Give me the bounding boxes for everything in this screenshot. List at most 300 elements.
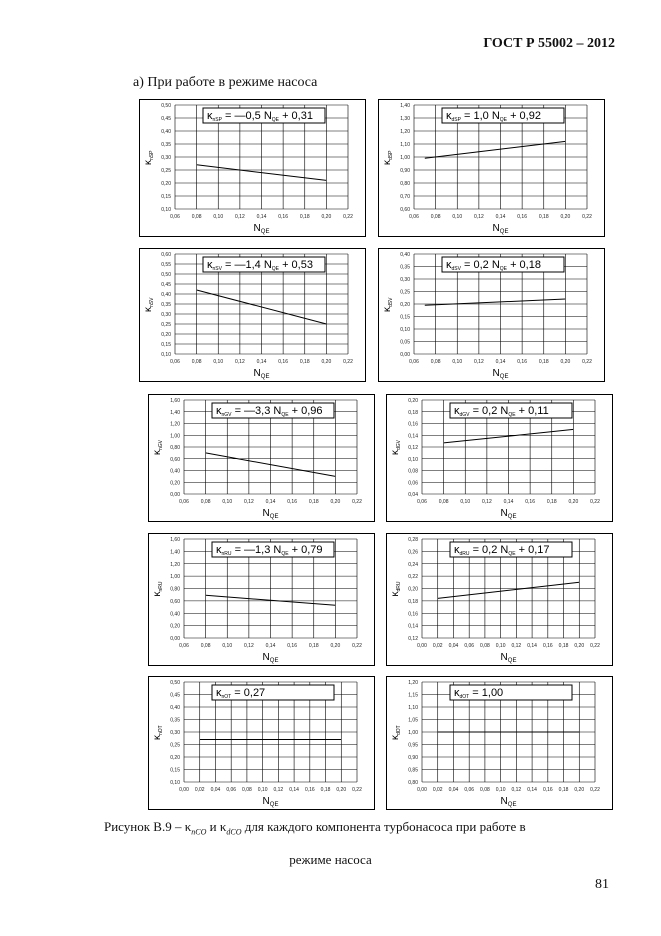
formula-kappa-sub: dGV (459, 412, 470, 418)
x-tick-label: 0,14 (495, 214, 506, 220)
x-axis-label-main: N (500, 796, 508, 807)
caption-prefix: Рисунок В.9 – κ (104, 819, 192, 834)
formula-label (450, 542, 572, 557)
formula-label (212, 403, 334, 418)
y-tick-label: 0,30 (161, 155, 171, 161)
x-tick-label: 0,12 (235, 214, 245, 220)
y-tick-label: 0,15 (161, 342, 171, 348)
x-axis-label-sub: QE (499, 374, 509, 380)
y-tick-label: 1,00 (170, 433, 180, 440)
x-tick-label: 0,20 (560, 214, 571, 220)
formula-expr: = —1,3 N (231, 544, 282, 556)
y-tick-label: 0,25 (400, 289, 410, 296)
x-tick-label: 0,06 (226, 787, 237, 793)
x-axis-label-main: N (262, 652, 270, 663)
formula-tail: + 0,18 (507, 259, 541, 271)
chart-4 (378, 248, 605, 382)
formula-kappa: κ (454, 405, 460, 417)
x-tick-label: 0,00 (417, 643, 427, 649)
chart-2 (378, 99, 605, 237)
y-tick-label: 1,40 (170, 549, 180, 556)
y-tick-label: 0,50 (161, 103, 171, 109)
x-tick-label: 0,08 (191, 214, 202, 220)
y-tick-label: 0,05 (400, 339, 410, 346)
x-tick-label: 0,14 (256, 214, 267, 220)
y-tick-label: 0,15 (170, 767, 180, 774)
formula-expr: = 1,0 N (460, 110, 500, 122)
x-tick-label: 0,06 (409, 214, 419, 220)
formula-qe-sub: QE (271, 266, 280, 272)
x-tick-label: 0,18 (308, 643, 319, 649)
x-tick-label: 0,08 (242, 787, 252, 793)
y-tick-label: 1,20 (170, 561, 180, 568)
y-tick-label: 1,40 (170, 409, 180, 416)
formula-kappa-sub: dSP (451, 117, 461, 123)
y-axis-label-sub: dOT (396, 725, 402, 735)
y-tick-label: 0,80 (170, 586, 180, 593)
x-tick-label: 0,10 (257, 787, 268, 793)
x-tick-label: 0,08 (200, 499, 211, 505)
x-tick-label: 0,14 (289, 787, 299, 793)
y-axis-label-main: κ (382, 307, 393, 312)
formula-tail: + 0,11 (515, 405, 549, 417)
x-tick-label: 0,12 (244, 499, 254, 505)
x-tick-label: 0,08 (430, 214, 441, 220)
x-tick-label: 0,12 (244, 643, 254, 649)
x-tick-label: 0,16 (287, 643, 297, 649)
y-tick-label: 1,05 (408, 717, 418, 724)
x-tick-label: 0,20 (336, 787, 347, 793)
y-tick-label: 0,80 (408, 780, 418, 786)
y-tick-label: 0,70 (400, 194, 410, 200)
y-tick-label: 0,04 (408, 492, 418, 498)
y-tick-label: 0,10 (400, 327, 410, 333)
chart-8 (386, 533, 613, 666)
y-tick-label: 0,40 (161, 129, 171, 135)
y-tick-label: 0,40 (400, 252, 410, 258)
x-tick-label: 0,18 (320, 787, 331, 793)
section-label: а) При работе в режиме насоса (133, 75, 318, 90)
x-tick-label: 0,08 (200, 643, 211, 649)
y-tick-label: 0,20 (400, 302, 410, 308)
y-tick-label: 0,22 (408, 574, 418, 581)
y-tick-label: 0,60 (170, 598, 180, 605)
formula-kappa: κ (216, 544, 222, 556)
y-axis-label-sub: nGV (158, 439, 164, 450)
x-axis-label-main: N (262, 796, 270, 807)
formula-kappa: κ (446, 110, 452, 122)
y-axis-label-main: κ (143, 307, 154, 312)
caption-suffix: для каждого компонента турбонасоса при работе в (241, 819, 526, 834)
y-tick-label: 0,90 (408, 755, 418, 761)
y-tick-label: 0,00 (170, 492, 180, 498)
y-tick-label: 0,45 (170, 692, 180, 699)
y-tick-label: 1,15 (408, 692, 418, 699)
formula-tail: + 0,17 (515, 544, 550, 556)
x-tick-label: 0,06 (464, 643, 475, 649)
x-axis-label-main: N (492, 223, 500, 234)
formula-qe-sub: QE (508, 412, 516, 418)
y-tick-label: 0,90 (400, 168, 410, 174)
x-tick-label: 0,10 (213, 214, 224, 220)
x-axis-label-sub: QE (507, 658, 517, 664)
x-tick-label: 0,14 (256, 359, 267, 365)
formula-kappa-sub: nSP (212, 117, 222, 123)
x-tick-label: 0,10 (452, 359, 463, 365)
y-tick-label: 0,55 (161, 262, 171, 268)
x-tick-label: 0,14 (527, 787, 537, 793)
x-tick-label: 0,08 (480, 643, 490, 649)
y-tick-label: 0,40 (170, 705, 180, 711)
x-tick-label: 0,18 (558, 787, 569, 793)
x-tick-label: 0,22 (343, 214, 353, 220)
y-tick-label: 0,15 (161, 194, 171, 200)
x-tick-label: 0,18 (538, 359, 549, 365)
x-tick-label: 0,10 (452, 214, 463, 220)
formula-text (207, 110, 313, 123)
x-axis-label-sub: QE (507, 802, 517, 808)
x-tick-label: 0,16 (287, 499, 297, 505)
formula-text (207, 259, 313, 272)
x-tick-label: 0,20 (568, 499, 579, 505)
x-tick-label: 0,12 (511, 787, 522, 793)
x-tick-label: 0,20 (574, 643, 585, 649)
figure-caption-line-2: режиме насоса (289, 852, 372, 867)
chart-7 (148, 533, 375, 666)
formula-tail: + 0,53 (279, 259, 313, 271)
y-tick-label: 0,15 (400, 314, 410, 321)
x-tick-label: 0,22 (590, 499, 600, 505)
y-axis-label-sub: dSV (388, 297, 394, 307)
formula-kappa-sub: nGV (221, 412, 232, 418)
y-tick-label: 0,10 (161, 207, 171, 213)
y-axis-label-main: κ (152, 591, 163, 597)
x-tick-label: 0,14 (527, 643, 537, 649)
x-tick-label: 0,18 (308, 499, 319, 505)
y-axis-label-main: κ (390, 735, 401, 740)
x-tick-label: 0,22 (352, 643, 362, 649)
y-tick-label: 0,20 (170, 623, 180, 630)
y-axis-label-sub: nSV (149, 297, 155, 307)
x-tick-label: 0,10 (213, 359, 224, 365)
formula-text (446, 259, 541, 272)
formula-kappa-sub: nOT (221, 694, 232, 700)
x-tick-label: 0,06 (179, 499, 189, 505)
y-tick-label: 0,25 (161, 322, 171, 328)
y-axis-label-sub: dGV (396, 439, 402, 450)
x-tick-label: 0,10 (495, 787, 506, 793)
x-tick-label: 0,06 (170, 359, 180, 365)
formula-qe-sub: QE (281, 551, 289, 557)
y-tick-label: 1,10 (400, 142, 410, 148)
x-tick-label: 0,20 (560, 359, 571, 365)
chart-6 (386, 394, 613, 522)
y-tick-label: 0,16 (408, 611, 418, 618)
y-tick-label: 0,20 (161, 332, 171, 338)
x-tick-label: 0,00 (179, 787, 189, 793)
formula-expr: = —1,4 N (221, 259, 272, 271)
y-tick-label: 0,40 (161, 292, 171, 298)
y-tick-label: 0,50 (161, 272, 171, 278)
x-axis-label-main: N (500, 508, 508, 519)
caption-sub-1: nCO (191, 827, 207, 837)
x-tick-label: 0,02 (194, 787, 205, 793)
y-tick-label: 0,30 (400, 277, 410, 283)
x-tick-label: 0,00 (417, 787, 427, 793)
y-tick-label: 0,14 (408, 433, 418, 440)
x-tick-label: 0,20 (330, 643, 341, 649)
x-tick-label: 0,20 (321, 359, 332, 365)
x-tick-label: 0,22 (352, 787, 362, 793)
formula-kappa: κ (446, 259, 452, 271)
y-tick-label: 1,00 (408, 730, 418, 736)
y-axis-label-main: κ (152, 735, 163, 740)
y-tick-label: 0,35 (161, 142, 171, 148)
y-tick-label: 0,18 (408, 409, 418, 416)
y-tick-label: 0,60 (400, 207, 410, 213)
y-tick-label: 0,50 (170, 680, 180, 686)
y-axis-label-sub: dRU (396, 581, 402, 592)
x-tick-label: 0,06 (179, 643, 189, 649)
x-tick-label: 0,18 (538, 214, 549, 220)
x-tick-label: 0,12 (273, 787, 284, 793)
formula-label (212, 542, 334, 557)
page-number: 81 (595, 877, 609, 892)
y-tick-label: 0,20 (161, 181, 171, 187)
x-tick-label: 0,06 (464, 787, 475, 793)
y-axis-label-main: κ (152, 450, 163, 455)
formula-kappa: κ (216, 687, 222, 699)
formula-kappa: κ (207, 259, 213, 271)
x-tick-label: 0,16 (542, 787, 553, 793)
formula-qe-sub: QE (281, 412, 289, 418)
y-tick-label: 0,25 (170, 742, 180, 749)
x-tick-label: 0,16 (278, 214, 288, 220)
y-tick-label: 0,35 (161, 302, 171, 308)
y-tick-label: 0,30 (170, 730, 180, 736)
formula-kappa: κ (454, 687, 460, 699)
y-tick-label: 0,00 (170, 636, 180, 642)
x-tick-label: 0,12 (235, 359, 245, 365)
x-tick-label: 0,14 (495, 359, 506, 365)
y-tick-label: 0,95 (408, 742, 418, 749)
x-tick-label: 0,12 (511, 643, 522, 649)
x-tick-label: 0,10 (460, 499, 471, 505)
x-tick-label: 0,18 (558, 643, 569, 649)
y-axis-label-sub: nRU (158, 581, 164, 592)
chart-3 (139, 248, 366, 382)
chart-10 (386, 676, 613, 810)
x-tick-label: 0,04 (448, 787, 459, 793)
y-tick-label: 1,60 (170, 398, 180, 404)
y-axis-label-main: κ (143, 160, 154, 165)
chart-5 (148, 394, 375, 522)
y-tick-label: 1,20 (170, 421, 180, 428)
formula-expr: = —0,5 N (221, 110, 272, 122)
x-tick-label: 0,16 (542, 643, 553, 649)
formula-qe-sub: QE (271, 117, 280, 123)
y-tick-label: 0,06 (408, 480, 418, 487)
y-tick-label: 0,26 (408, 549, 418, 556)
x-tick-label: 0,14 (503, 499, 514, 505)
y-tick-label: 0,80 (170, 445, 180, 451)
y-tick-label: 0,08 (408, 468, 418, 475)
x-axis-label-sub: QE (269, 514, 279, 520)
x-tick-label: 0,04 (210, 787, 221, 793)
y-tick-label: 0,80 (400, 181, 410, 187)
y-tick-label: 0,45 (161, 282, 171, 288)
formula-kappa-sub: dSV (451, 266, 461, 272)
y-tick-label: 0,10 (161, 352, 171, 358)
x-axis-label-sub: QE (269, 658, 279, 664)
chart-9 (148, 676, 375, 810)
y-tick-label: 1,40 (400, 103, 410, 109)
x-tick-label: 0,06 (409, 359, 419, 365)
y-tick-label: 0,12 (408, 636, 418, 642)
y-axis-label-sub: nOT (158, 725, 164, 735)
formula-text (446, 110, 541, 123)
formula-label (203, 108, 325, 123)
x-tick-label: 0,02 (432, 643, 443, 649)
x-tick-label: 0,22 (590, 643, 600, 649)
x-tick-label: 0,12 (482, 499, 492, 505)
y-tick-label: 1,30 (400, 116, 410, 122)
y-tick-label: 0,18 (408, 598, 418, 605)
formula-label (442, 108, 564, 123)
caption-sub-2: dCO (226, 827, 242, 837)
y-tick-label: 0,85 (408, 767, 418, 774)
x-tick-label: 0,12 (474, 214, 484, 220)
x-axis-label-main: N (500, 652, 508, 663)
x-tick-label: 0,16 (278, 359, 288, 365)
formula-label (450, 403, 572, 418)
formula-tail: + 0,96 (288, 405, 323, 417)
formula-kappa-sub: nRU (221, 551, 232, 557)
x-tick-label: 0,22 (582, 359, 592, 365)
formula-kappa-sub: dOT (459, 694, 470, 700)
y-axis-label-sub: dSP (388, 150, 394, 160)
x-tick-label: 0,02 (432, 787, 443, 793)
x-tick-label: 0,10 (495, 643, 506, 649)
formula-kappa-sub: dRU (459, 551, 470, 557)
x-tick-label: 0,12 (474, 359, 484, 365)
x-tick-label: 0,04 (448, 643, 459, 649)
y-tick-label: 0,20 (408, 586, 418, 593)
x-tick-label: 0,18 (546, 499, 557, 505)
y-tick-label: 0,60 (161, 252, 171, 258)
formula-qe-sub: QE (499, 117, 508, 123)
y-tick-label: 0,40 (170, 611, 180, 618)
x-axis-label-main: N (492, 368, 500, 379)
x-tick-label: 0,16 (517, 214, 527, 220)
x-axis-label-sub: QE (499, 229, 509, 235)
y-tick-label: 0,14 (408, 623, 418, 630)
y-tick-label: 0,30 (161, 312, 171, 318)
y-axis-label-main: κ (390, 450, 401, 455)
formula-expr: = 0,2 N (460, 259, 500, 271)
y-tick-label: 0,40 (170, 468, 180, 475)
x-tick-label: 0,10 (222, 499, 233, 505)
y-tick-label: 0,25 (161, 168, 171, 174)
x-tick-label: 0,08 (191, 359, 202, 365)
formula-expr: = 0,2 N (469, 405, 509, 417)
x-axis-label-sub: QE (269, 802, 279, 808)
formula-text (216, 544, 323, 557)
x-tick-label: 0,16 (517, 359, 527, 365)
x-tick-label: 0,20 (574, 787, 585, 793)
y-tick-label: 0,10 (408, 456, 418, 463)
x-tick-label: 0,08 (480, 787, 490, 793)
formula-kappa: κ (454, 544, 460, 556)
x-tick-label: 0,20 (321, 214, 332, 220)
x-axis-label-main: N (253, 368, 261, 379)
y-tick-label: 1,20 (408, 680, 418, 686)
x-tick-label: 0,18 (299, 214, 310, 220)
formula-label (203, 257, 325, 272)
x-axis-label-main: N (253, 223, 261, 234)
y-tick-label: 1,00 (170, 574, 180, 581)
x-axis-label-sub: QE (260, 374, 270, 380)
formula-expr: = 0,27 (231, 687, 266, 699)
y-tick-label: 1,10 (408, 705, 418, 711)
x-tick-label: 0,14 (265, 499, 276, 505)
formula-label (450, 685, 572, 700)
x-axis-label-sub: QE (507, 514, 517, 520)
document-header: ГОСТ Р 55002 – 2012 (483, 36, 615, 51)
y-tick-label: 0,28 (408, 537, 418, 543)
y-tick-label: 0,35 (170, 717, 180, 724)
y-tick-label: 0,10 (170, 780, 180, 786)
y-tick-label: 0,60 (170, 456, 180, 463)
x-tick-label: 0,06 (170, 214, 180, 220)
y-tick-label: 0,20 (408, 398, 418, 404)
figure-caption (104, 819, 624, 837)
formula-expr: = —3,3 N (231, 405, 282, 417)
y-tick-label: 0,12 (408, 445, 418, 451)
x-tick-label: 0,16 (525, 499, 535, 505)
y-tick-label: 0,45 (161, 116, 171, 122)
y-tick-label: 0,24 (408, 561, 418, 568)
y-tick-label: 1,60 (170, 537, 180, 543)
formula-kappa-sub: nSV (212, 266, 222, 272)
formula-text (216, 405, 323, 418)
x-tick-label: 0,22 (582, 214, 592, 220)
x-tick-label: 0,16 (304, 787, 315, 793)
x-tick-label: 0,18 (299, 359, 310, 365)
formula-kappa: κ (207, 110, 213, 122)
chart-1 (139, 99, 366, 237)
caption-mid: и κ (206, 819, 227, 834)
formula-tail: + 0,92 (507, 110, 541, 122)
y-tick-label: 0,16 (408, 421, 418, 428)
y-axis-label-main: κ (382, 160, 393, 165)
formula-label (442, 257, 564, 272)
y-tick-label: 0,35 (400, 264, 410, 271)
y-tick-label: 0,20 (170, 480, 180, 487)
y-tick-label: 0,00 (400, 352, 410, 358)
formula-kappa: κ (216, 405, 222, 417)
formula-qe-sub: QE (499, 266, 508, 272)
y-tick-label: 1,00 (400, 155, 410, 161)
formula-tail: + 0,79 (288, 544, 323, 556)
x-axis-label-main: N (262, 508, 270, 519)
x-tick-label: 0,06 (417, 499, 427, 505)
x-tick-label: 0,08 (438, 499, 449, 505)
y-tick-label: 0,20 (170, 755, 180, 761)
x-axis-label-sub: QE (260, 229, 270, 235)
x-tick-label: 0,22 (590, 787, 600, 793)
x-tick-label: 0,08 (430, 359, 441, 365)
